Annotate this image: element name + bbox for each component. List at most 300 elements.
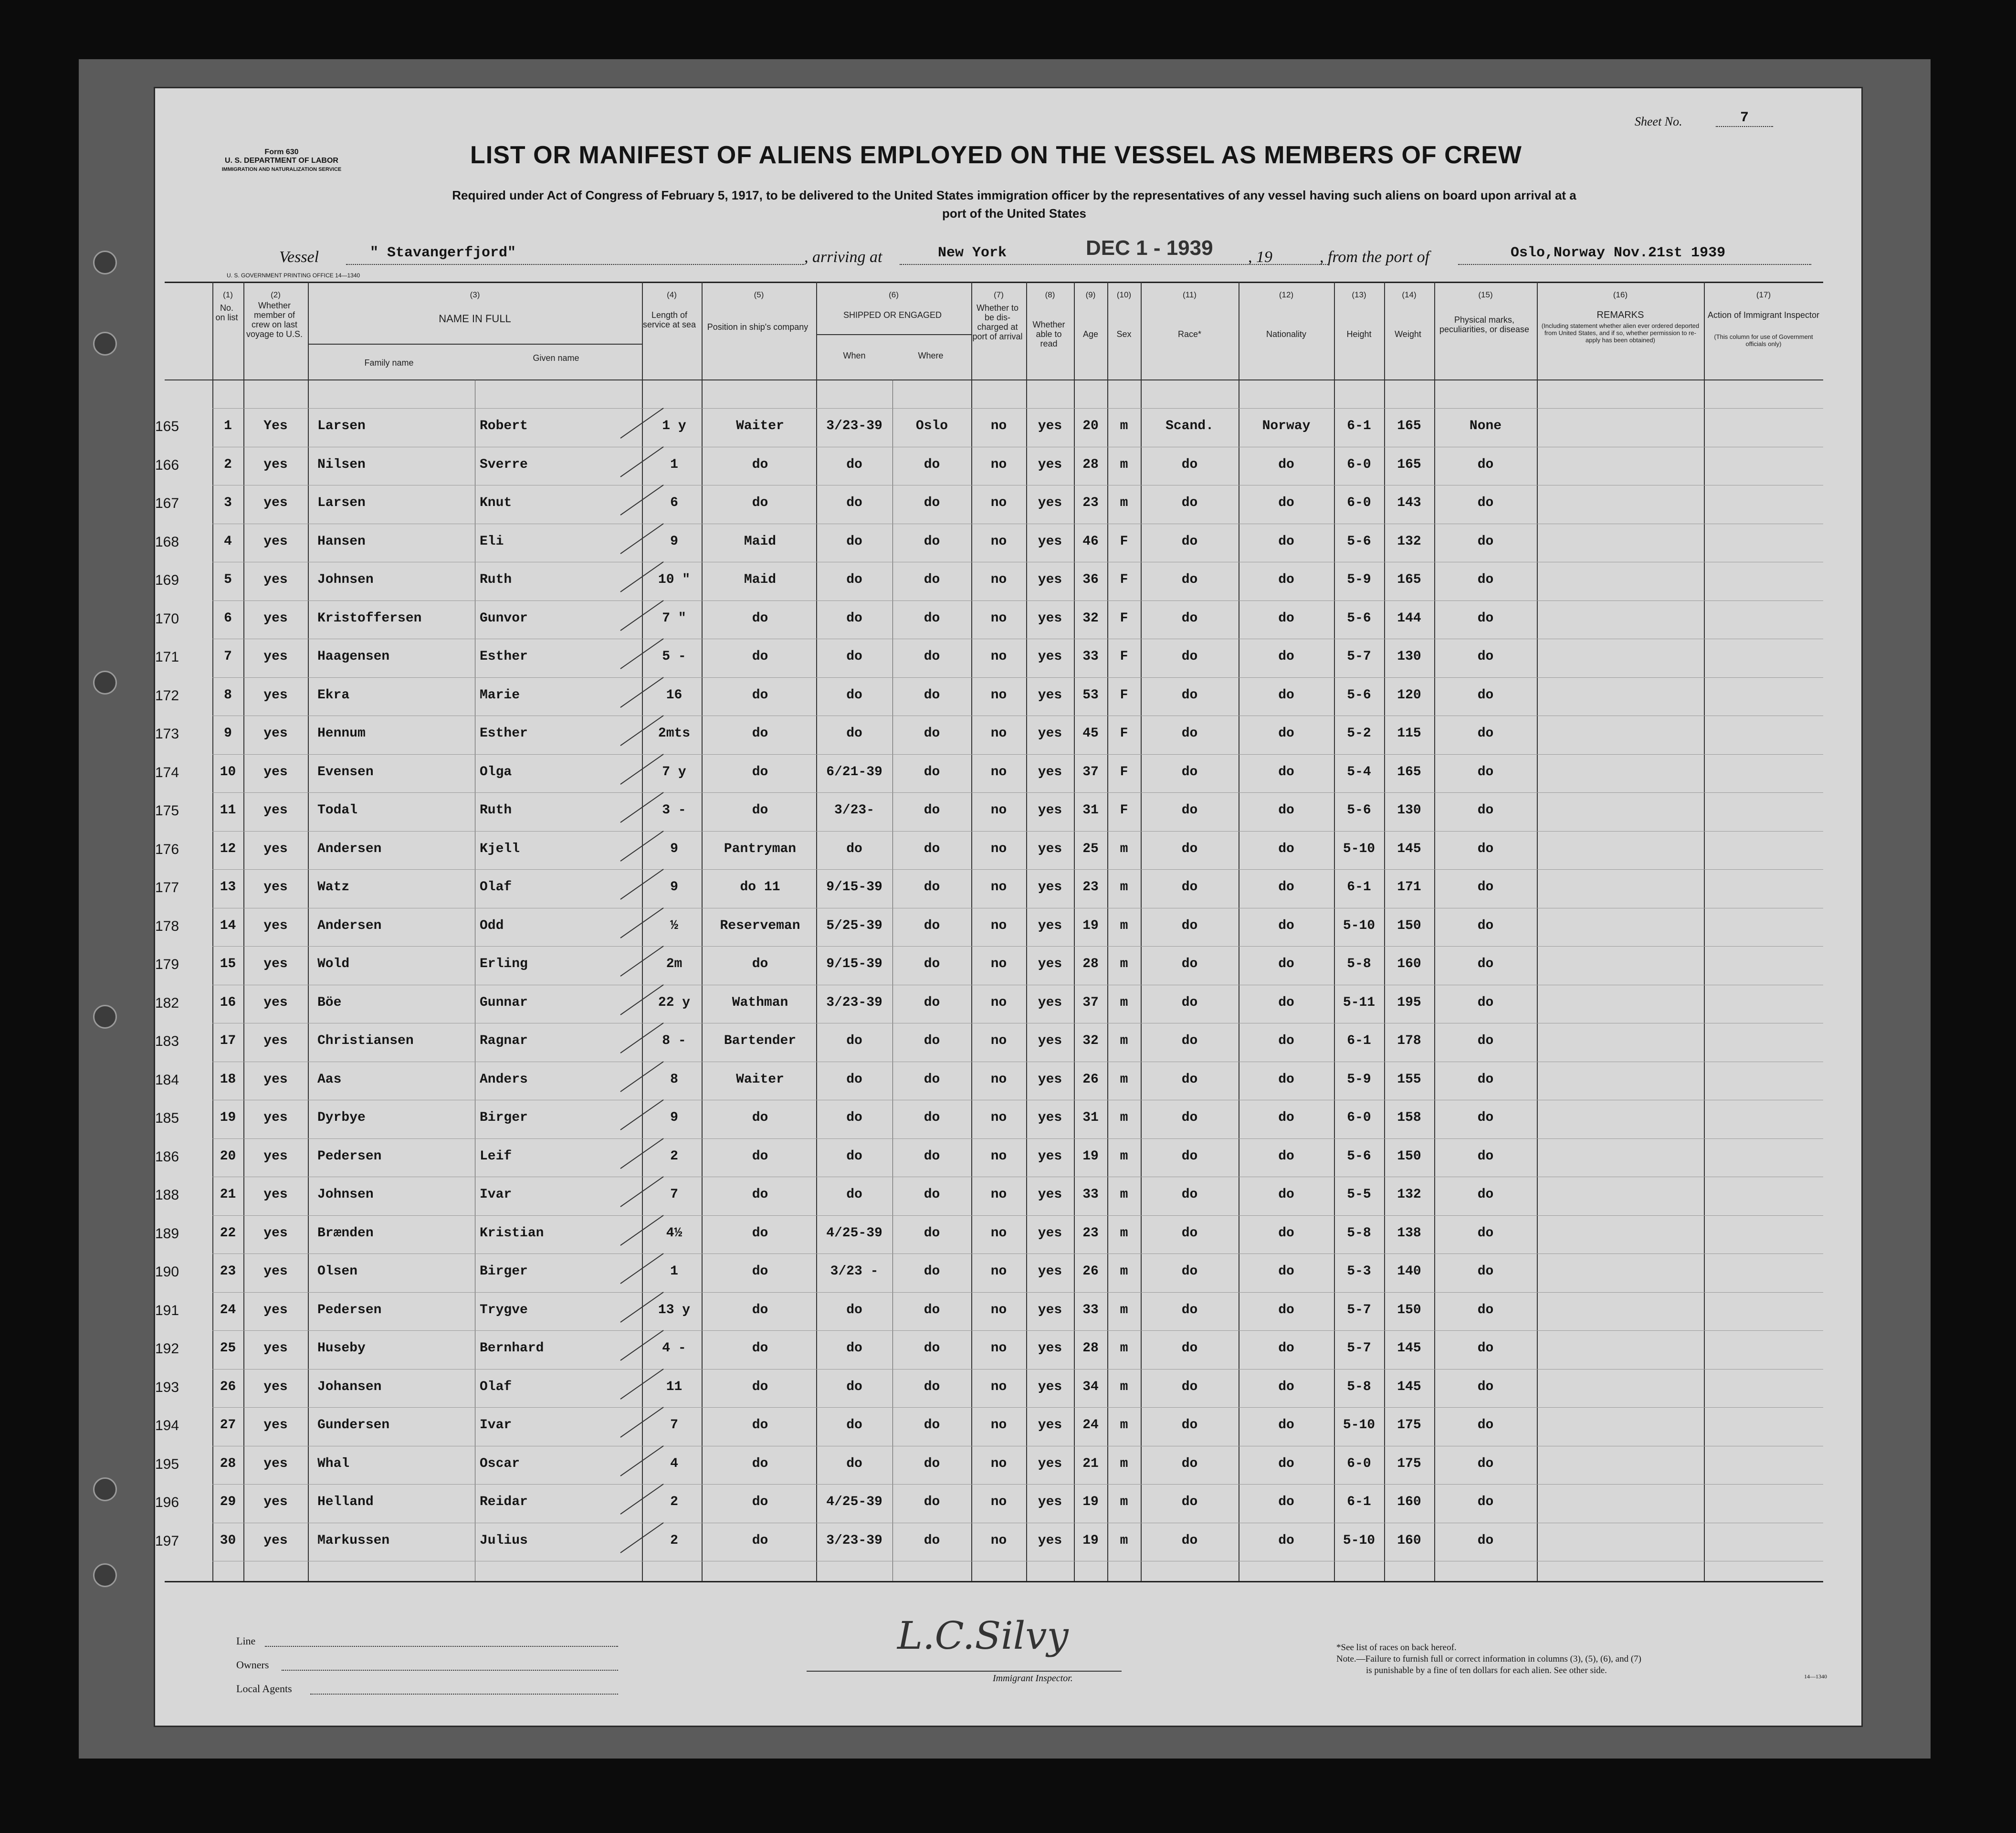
col-where-header: Where [918, 351, 944, 360]
age: 23 [1082, 495, 1099, 510]
discharged: no [990, 687, 1007, 703]
service-length: 8 [670, 1072, 678, 1087]
column-divider [702, 282, 703, 1581]
record-ref-number: 172 [155, 687, 179, 704]
nationality: do [1278, 1533, 1294, 1548]
record-ref-number: 191 [155, 1302, 179, 1318]
list-number: 9 [224, 726, 232, 741]
list-number: 7 [224, 649, 232, 664]
service-length: 2 [670, 1148, 678, 1164]
col-remarks-note: (Including statement whether alien ever ordered deported from United States, and if so, whether permission to re-apply has been obtained) [1541, 322, 1700, 344]
punch-hole [93, 251, 117, 274]
record-ref-number: 185 [155, 1110, 179, 1126]
age: 34 [1082, 1379, 1099, 1394]
row-rule [212, 831, 1823, 832]
sex: m [1120, 995, 1128, 1010]
record-ref-number: 179 [155, 957, 179, 972]
punch-hole [93, 671, 117, 695]
list-number: 3 [224, 495, 232, 510]
height: 5-6 [1347, 611, 1371, 626]
discharged: no [990, 726, 1007, 741]
weight: 132 [1397, 534, 1421, 549]
race: do [1181, 918, 1198, 933]
list-number: 24 [220, 1302, 236, 1317]
engaged-where: do [924, 1418, 940, 1433]
crew-last-voyage: yes [263, 1264, 288, 1279]
discharged: no [990, 1302, 1007, 1317]
physical-marks: do [1477, 803, 1494, 818]
weight: 145 [1397, 1341, 1421, 1356]
sex: F [1120, 534, 1128, 549]
engaged-when: do [846, 495, 862, 510]
row-rule [212, 869, 1823, 870]
height: 6-1 [1347, 1495, 1371, 1509]
engaged-where: do [924, 957, 940, 971]
race: do [1181, 1225, 1198, 1241]
sex: m [1120, 1418, 1128, 1433]
arrival-port: New York [938, 245, 1007, 261]
physical-marks: do [1477, 880, 1494, 895]
height: 5-6 [1347, 687, 1371, 703]
col-remarks-header: REMARKS [1596, 310, 1644, 320]
page-subtitle [217, 186, 1811, 222]
able-to-read: yes [1038, 1341, 1062, 1356]
discharged: no [990, 1533, 1007, 1548]
nationality: do [1278, 918, 1294, 933]
engaged-when: 4/25-39 [826, 1225, 882, 1241]
list-number: 15 [220, 957, 236, 971]
able-to-read: yes [1038, 764, 1062, 780]
column-number: (9) [1085, 290, 1096, 299]
height: 5-10 [1343, 1533, 1376, 1548]
record-ref-number: 197 [155, 1533, 179, 1549]
physical-marks: do [1477, 534, 1494, 549]
weight: 143 [1397, 495, 1421, 510]
row-rule [212, 1484, 1823, 1485]
age: 37 [1082, 764, 1099, 780]
family-name: Haagensen [317, 649, 390, 664]
sex: F [1120, 803, 1128, 818]
arrival-date-stamp: DEC 1 - 1939 [1086, 236, 1213, 260]
physical-marks: do [1477, 1495, 1494, 1509]
record-ref-number: 166 [155, 457, 179, 473]
col-race-header: Race* [1177, 329, 1202, 339]
form-number: Form 630 [264, 148, 299, 156]
sex: m [1120, 457, 1128, 472]
crew-last-voyage: yes [263, 1072, 288, 1087]
header-sub-rule [308, 344, 642, 345]
age: 25 [1082, 841, 1099, 856]
able-to-read: yes [1038, 1148, 1062, 1164]
weight: 150 [1397, 918, 1421, 933]
list-number: 11 [220, 803, 236, 818]
physical-marks: do [1477, 918, 1494, 933]
physical-marks: do [1477, 1148, 1494, 1164]
crew-last-voyage: yes [263, 1033, 288, 1048]
column-number: (1) [223, 290, 233, 299]
discharged: no [990, 918, 1007, 933]
col-length-header: Length of service at sea [642, 310, 696, 329]
printing-office: U. S. GOVERNMENT PRINTING OFFICE 14—1340 [227, 272, 360, 279]
service-length: 2 [670, 1495, 678, 1509]
column-number: (3) [470, 290, 480, 299]
column-number: (13) [1352, 290, 1366, 299]
list-number: 10 [220, 764, 236, 780]
sex: m [1120, 1148, 1128, 1164]
weight: 165 [1397, 572, 1421, 587]
sex: m [1120, 1110, 1128, 1125]
ship-position: do [752, 803, 768, 818]
weight: 140 [1397, 1264, 1421, 1279]
weight: 130 [1397, 649, 1421, 664]
race-note: *See list of races on back hereof. [1336, 1643, 1457, 1653]
owners-underline [282, 1670, 618, 1671]
ship-position: do [752, 1456, 768, 1471]
crew-last-voyage: yes [263, 726, 288, 741]
column-divider [1537, 282, 1538, 1581]
engaged-when: 9/15-39 [826, 880, 882, 895]
col-when-header: When [843, 351, 866, 360]
engaged-where: do [924, 995, 940, 1010]
sex: m [1120, 918, 1128, 933]
ship-position: do [752, 457, 768, 472]
sex: F [1120, 649, 1128, 664]
crew-last-voyage: yes [263, 534, 288, 549]
column-number: (16) [1613, 290, 1628, 299]
given-name: Ruth [480, 572, 512, 587]
physical-marks: do [1477, 1110, 1494, 1125]
able-to-read: yes [1038, 1418, 1062, 1433]
physical-marks: do [1477, 572, 1494, 587]
vessel-underline [346, 264, 804, 265]
given-name: Eli [480, 534, 504, 549]
family-name: Markussen [317, 1533, 390, 1548]
family-name: Olsen [317, 1264, 358, 1279]
discharged: no [990, 995, 1007, 1010]
engaged-where: do [924, 841, 940, 856]
given-name: Olaf [480, 880, 512, 895]
engaged-where: do [924, 803, 940, 818]
given-name: Erling [480, 957, 528, 971]
ship-position: Wathman [732, 995, 788, 1010]
service-length: ½ [670, 918, 678, 933]
service-length: 3 - [662, 803, 686, 818]
service-length: 5 - [662, 649, 686, 664]
family-name: Helland [317, 1495, 374, 1509]
age: 26 [1082, 1072, 1099, 1087]
row-rule [212, 946, 1823, 947]
age: 33 [1082, 1302, 1099, 1317]
sex: m [1120, 1379, 1128, 1394]
row-rule [212, 408, 1823, 409]
engaged-where: do [924, 572, 940, 587]
record-ref-number: 182 [155, 995, 179, 1011]
race: do [1181, 764, 1198, 780]
discharged: no [990, 957, 1007, 971]
weight: 120 [1397, 687, 1421, 703]
able-to-read: yes [1038, 611, 1062, 626]
header-sub-rule [816, 334, 971, 335]
discharged: no [990, 1110, 1007, 1125]
physical-marks: do [1477, 495, 1494, 510]
physical-marks: do [1477, 995, 1494, 1010]
crew-last-voyage: yes [263, 1110, 288, 1125]
height: 5-7 [1347, 1341, 1371, 1356]
nationality: do [1278, 495, 1294, 510]
race: do [1181, 457, 1198, 472]
race: do [1181, 1533, 1198, 1548]
ship-position: do [752, 1148, 768, 1164]
crew-last-voyage: yes [263, 1456, 288, 1471]
service-length: 7 y [662, 764, 686, 780]
engaged-when: 3/23- [834, 803, 874, 818]
ship-position: do [752, 764, 768, 780]
age: 33 [1082, 649, 1099, 664]
race: do [1181, 1379, 1198, 1394]
list-number: 17 [220, 1033, 236, 1048]
ship-position: do [752, 611, 768, 626]
physical-marks: do [1477, 1033, 1494, 1048]
given-name: Knut [480, 495, 512, 510]
discharged: no [990, 495, 1007, 510]
engaged-where: do [924, 1110, 940, 1125]
list-number: 27 [220, 1418, 236, 1433]
engaged-when: do [846, 1302, 862, 1317]
nationality: do [1278, 1110, 1294, 1125]
nationality: do [1278, 1302, 1294, 1317]
family-name: Johnsen [317, 1187, 374, 1202]
nationality: do [1278, 803, 1294, 818]
sex: m [1120, 1456, 1128, 1471]
engaged-when: do [846, 649, 862, 664]
col-sex-header: Sex [1116, 329, 1132, 339]
height: 5-8 [1347, 1225, 1371, 1241]
list-number: 23 [220, 1264, 236, 1279]
height: 6-0 [1347, 1456, 1371, 1471]
list-number: 28 [220, 1456, 236, 1471]
ship-position: do [752, 1341, 768, 1356]
height: 5-4 [1347, 764, 1371, 780]
discharged: no [990, 841, 1007, 856]
given-name: Marie [480, 687, 520, 703]
vessel-name: " Stavangerfjord" [370, 245, 516, 261]
race: do [1181, 495, 1198, 510]
ship-position: do [752, 1225, 768, 1241]
column-number: (10) [1116, 290, 1132, 299]
nationality: do [1278, 880, 1294, 895]
weight: 138 [1397, 1225, 1421, 1241]
height: 5-8 [1347, 1379, 1371, 1394]
col-name-header: NAME IN FULL [439, 313, 511, 325]
family-name: Pedersen [317, 1302, 382, 1317]
nationality: do [1278, 1033, 1294, 1048]
penalty-note-1: Note.—Failure to furnish full or correct information in columns (3), (5), (6), and (7) [1336, 1654, 1641, 1664]
col-discharged-header: Whether to be dis-charged at port of arrival [972, 303, 1023, 341]
given-name: Birger [480, 1110, 528, 1125]
engaged-when: do [846, 457, 862, 472]
weight: 175 [1397, 1418, 1421, 1433]
list-number: 16 [220, 995, 236, 1010]
given-name: Leif [480, 1148, 512, 1164]
family-name: Christiansen [317, 1033, 414, 1048]
ship-position: do [752, 726, 768, 741]
crew-last-voyage: yes [263, 1379, 288, 1394]
sex: m [1120, 495, 1128, 510]
family-name: Johansen [317, 1379, 382, 1394]
age: 32 [1082, 1033, 1099, 1048]
able-to-read: yes [1038, 841, 1062, 856]
crew-last-voyage: yes [263, 880, 288, 895]
height: 6-0 [1347, 457, 1371, 472]
engaged-where: do [924, 918, 940, 933]
age: 19 [1082, 1495, 1099, 1509]
discharged: no [990, 1072, 1007, 1087]
engaged-where: do [924, 611, 940, 626]
given-name: Olaf [480, 1379, 512, 1394]
able-to-read: yes [1038, 880, 1062, 895]
discharged: no [990, 803, 1007, 818]
row-rule [212, 1215, 1823, 1216]
weight: 145 [1397, 841, 1421, 856]
record-ref-number: 184 [155, 1072, 179, 1088]
engaged-where: do [924, 1148, 940, 1164]
physical-marks: do [1477, 1225, 1494, 1241]
ship-position: do 11 [740, 880, 780, 895]
race: do [1181, 726, 1198, 741]
row-rule [212, 754, 1823, 755]
engaged-where: do [924, 1379, 940, 1394]
agents-underline [310, 1694, 618, 1695]
ship-position: do [752, 1187, 768, 1202]
age: 46 [1082, 534, 1099, 549]
row-rule [212, 600, 1823, 601]
nationality: do [1278, 611, 1294, 626]
list-number: 21 [220, 1187, 236, 1202]
from-port-label: , from the port of [1320, 248, 1430, 266]
nationality: do [1278, 1418, 1294, 1433]
able-to-read: yes [1038, 534, 1062, 549]
weight: 160 [1397, 1533, 1421, 1548]
given-name: Julius [480, 1533, 528, 1548]
family-name: Gundersen [317, 1418, 390, 1433]
nationality: do [1278, 534, 1294, 549]
service-length: 7 [670, 1187, 678, 1202]
crew-last-voyage: yes [263, 841, 288, 856]
list-number: 13 [220, 880, 236, 895]
penalty-note-2: is punishable by a fine of ten dollars for each alien. See other side. [1366, 1665, 1607, 1675]
sex: F [1120, 726, 1128, 741]
weight: 150 [1397, 1302, 1421, 1317]
discharged: no [990, 1379, 1007, 1394]
race: do [1181, 1072, 1198, 1087]
service-length: 13 y [658, 1302, 691, 1317]
height: 6-0 [1347, 495, 1371, 510]
service-length: 9 [670, 880, 678, 895]
nationality: Norway [1262, 419, 1311, 433]
list-number: 6 [224, 611, 232, 626]
crew-last-voyage: yes [263, 1418, 288, 1433]
discharged: no [990, 419, 1007, 433]
ship-position: Pantryman [724, 841, 797, 856]
record-ref-number: 193 [155, 1379, 179, 1395]
nationality: do [1278, 457, 1294, 472]
ship-position: Bartender [724, 1033, 797, 1048]
age: 26 [1082, 1264, 1099, 1279]
given-name: Robert [480, 419, 528, 433]
column-number: (11) [1183, 290, 1197, 299]
col-crew-header: Whether member of crew on last voyage to U.S. [246, 301, 303, 339]
ship-position: Maid [744, 572, 777, 587]
sex: m [1120, 1033, 1128, 1048]
column-number: (6) [889, 290, 899, 299]
weight: 165 [1397, 419, 1421, 433]
physical-marks: do [1477, 841, 1494, 856]
weight: 175 [1397, 1456, 1421, 1471]
col-family-header: Family name [364, 358, 414, 368]
punch-hole [93, 332, 117, 356]
engaged-where: do [924, 534, 940, 549]
sex: m [1120, 1264, 1128, 1279]
list-number: 14 [220, 918, 236, 933]
engaged-where: do [924, 495, 940, 510]
weight: 158 [1397, 1110, 1421, 1125]
race: do [1181, 1456, 1198, 1471]
list-number: 8 [224, 687, 232, 703]
family-name: Andersen [317, 841, 382, 856]
sex: m [1120, 841, 1128, 856]
list-number: 4 [224, 534, 232, 549]
nationality: do [1278, 726, 1294, 741]
list-number: 25 [220, 1341, 236, 1356]
nationality: do [1278, 764, 1294, 780]
height: 6-1 [1347, 880, 1371, 895]
footer-print-code: 14—1340 [1804, 1673, 1827, 1680]
engaged-where: do [924, 764, 940, 780]
given-name: Bernhard [480, 1341, 544, 1356]
family-name: Pedersen [317, 1148, 382, 1164]
engaged-when: 6/21-39 [826, 764, 882, 780]
weight: 160 [1397, 1495, 1421, 1509]
header-bottom-rule [165, 379, 1823, 380]
race: do [1181, 995, 1198, 1010]
record-ref-number: 171 [155, 649, 179, 665]
family-name: Ekra [317, 687, 350, 703]
physical-marks: do [1477, 1456, 1494, 1471]
given-name: Kjell [480, 841, 520, 856]
given-name: Reidar [480, 1495, 528, 1509]
column-divider [892, 379, 893, 1581]
nationality: do [1278, 1148, 1294, 1164]
crew-last-voyage: yes [263, 957, 288, 971]
given-name: Sverre [480, 457, 528, 472]
vessel-label: Vessel [279, 248, 319, 266]
column-number: (8) [1045, 290, 1055, 299]
service-length: 7 [670, 1418, 678, 1433]
family-name: Larsen [317, 495, 366, 510]
crew-last-voyage: yes [263, 572, 288, 587]
crew-last-voyage: yes [263, 764, 288, 780]
physical-marks: do [1477, 1533, 1494, 1548]
list-number: 30 [220, 1533, 236, 1548]
service-length: 10 " [658, 572, 691, 587]
physical-marks: do [1477, 1379, 1494, 1394]
service-length: 8 - [662, 1033, 686, 1048]
race: do [1181, 1341, 1198, 1356]
sex: m [1120, 1187, 1128, 1202]
able-to-read: yes [1038, 1379, 1062, 1394]
record-ref-number: 195 [155, 1456, 179, 1472]
age: 31 [1082, 803, 1099, 818]
